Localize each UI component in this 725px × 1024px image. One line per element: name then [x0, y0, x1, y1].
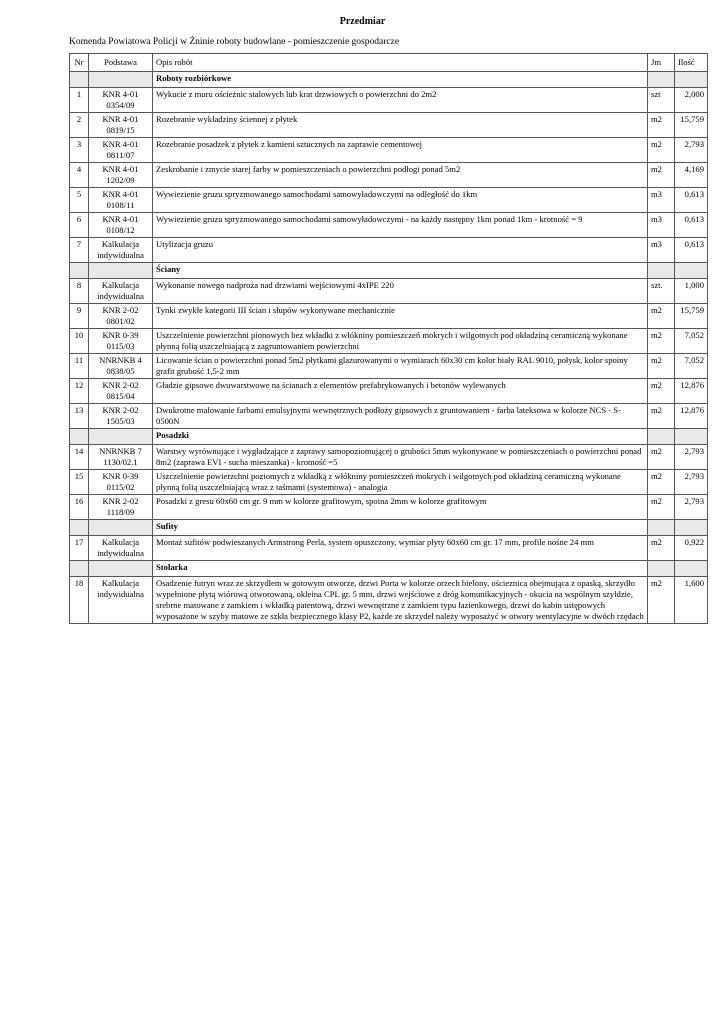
item-unit: m3 — [648, 213, 675, 238]
table-row — [70, 495, 708, 520]
item-description: Uszczelnienie powierzchni pionowych bez wkładki z włókniny pomieszczeń mokrych i wilgotnych pod okładziną ceramiczną wykonane płynną folią uszczelniającą z zagruntowaniem powierzchni — [153, 329, 648, 354]
section-title: Roboty rozbiórkowe — [153, 72, 648, 88]
item-unit: m2 — [648, 163, 675, 188]
item-unit: szt. — [648, 279, 675, 304]
item-quantity: 1,600 — [675, 577, 708, 624]
document-subtitle: Komenda Powiatowa Policji w Żninie roboty budowlane - pomieszczenie gospodarcze — [69, 37, 400, 47]
item-number: 15 — [70, 470, 89, 495]
item-unit: m2 — [648, 354, 675, 379]
item-number: 18 — [70, 577, 89, 624]
item-quantity: 2,793 — [675, 470, 708, 495]
item-quantity: 2,793 — [675, 138, 708, 163]
item-number: 7 — [70, 238, 89, 263]
item-basis-position: 0819/15 — [106, 125, 135, 135]
table-row — [70, 213, 708, 238]
item-quantity: 15,759 — [675, 304, 708, 329]
section-blank-cell — [89, 520, 153, 536]
table-header-row — [70, 54, 708, 72]
section-title: Posadzki — [153, 429, 648, 445]
item-basis-catalog: KNR 2-02 — [102, 305, 139, 315]
item-basis-catalog: Kalkulacja — [101, 578, 140, 588]
item-description: Warstwy wyrównujące i wygładzające z zaprawy samopoziomującej o grubości 5mm wykonywane w pomieszczeniach o powierzchni ponad 8m2 (zaprawa EVI - sucha mieszanka) - krotność =5 — [153, 445, 648, 470]
item-description: Zeskrobanie i zmycie starej farby w pomieszczeniach o powierzchni podłogi ponad 5m2 — [153, 163, 648, 188]
header-jm: Jm — [648, 54, 675, 72]
section-blank-cell — [675, 520, 708, 536]
item-description: Rozebranie wykładziny ściennej z płytek — [153, 113, 648, 138]
header-opis: Opis robót — [153, 54, 648, 72]
item-unit: m3 — [648, 188, 675, 213]
item-quantity: 0,613 — [675, 213, 708, 238]
item-quantity: 2,793 — [675, 495, 708, 520]
item-basis-catalog: Kalkulacja — [101, 280, 140, 290]
section-blank-cell — [675, 263, 708, 279]
item-basis — [89, 238, 153, 263]
item-description: Posadzki z gresu 60x60 cm gr. 9 mm w kolorze grafitowym, spoina 2mm w kolorze grafitowym — [153, 495, 648, 520]
item-quantity: 12,876 — [675, 379, 708, 404]
header-podstawa: Podstawa — [89, 54, 153, 72]
item-basis-position: 0815/04 — [106, 391, 135, 401]
section-blank-cell — [70, 72, 89, 88]
item-number: 3 — [70, 138, 89, 163]
item-basis — [89, 329, 153, 354]
section-blank-cell — [675, 429, 708, 445]
item-description: Utylizacja gruzu — [153, 238, 648, 263]
item-quantity: 0,613 — [675, 238, 708, 263]
header-nr: Nr — [70, 54, 89, 72]
section-blank-cell — [89, 263, 153, 279]
item-number: 2 — [70, 113, 89, 138]
item-unit: m2 — [648, 577, 675, 624]
item-basis — [89, 404, 153, 429]
item-basis — [89, 354, 153, 379]
section-blank-cell — [675, 72, 708, 88]
item-basis-position: 0801/02 — [106, 316, 135, 326]
section-title: Ściany — [153, 263, 648, 279]
item-number: 4 — [70, 163, 89, 188]
table-row — [70, 279, 708, 304]
section-blank-cell — [70, 520, 89, 536]
item-basis — [89, 445, 153, 470]
item-unit: m2 — [648, 113, 675, 138]
item-basis-catalog: KNR 4-01 — [102, 214, 139, 224]
section-blank-cell — [648, 72, 675, 88]
table-row — [70, 238, 708, 263]
item-unit: m2 — [648, 470, 675, 495]
item-quantity: 12,876 — [675, 404, 708, 429]
item-description: Wykucie z muru ościeżnic stalowych lub krat drzwiowych o powierzchni do 2m2 — [153, 88, 648, 113]
item-quantity: 7,052 — [675, 329, 708, 354]
item-basis-position: 0115/03 — [106, 341, 135, 351]
section-blank-cell — [648, 520, 675, 536]
section-blank-cell — [70, 429, 89, 445]
item-basis — [89, 188, 153, 213]
table-row — [70, 470, 708, 495]
item-basis — [89, 470, 153, 495]
item-number: 14 — [70, 445, 89, 470]
item-basis-position: indywidualna — [97, 589, 144, 599]
item-quantity: 7,052 — [675, 354, 708, 379]
item-description: Rozebranie posadzek z płytek z kamieni sztucznych na zaprawie cementowej — [153, 138, 648, 163]
item-quantity: 2,793 — [675, 445, 708, 470]
item-basis — [89, 113, 153, 138]
table-row — [70, 113, 708, 138]
section-header-row — [70, 520, 708, 536]
item-description: Wywiezienie gruzu spryzmowanego samochodami samowyładowczymi na odległość do 1km — [153, 188, 648, 213]
item-description: Uszczelnienie powierzchni poziomych z wkładką z włókniny pomieszczeń mokrych i wilgotnych pod okładziną ceramiczną wykonane płynną folią uszczelniającą wraz z taśmami (systemowa) - analogia — [153, 470, 648, 495]
item-basis-position: 0108/12 — [106, 225, 135, 235]
item-unit: m2 — [648, 495, 675, 520]
section-header-row — [70, 561, 708, 577]
section-blank-cell — [89, 429, 153, 445]
item-basis — [89, 213, 153, 238]
item-number: 6 — [70, 213, 89, 238]
item-basis-position: 0354/09 — [106, 100, 135, 110]
item-basis-position: 0811/07 — [106, 150, 135, 160]
item-basis-catalog: Kalkulacja — [101, 239, 140, 249]
item-basis-catalog: KNR 0-39 — [102, 330, 139, 340]
section-blank-cell — [89, 72, 153, 88]
item-basis-position: indywidualna — [97, 548, 144, 558]
item-basis — [89, 163, 153, 188]
section-blank-cell — [70, 561, 89, 577]
section-header-row — [70, 263, 708, 279]
table-row — [70, 88, 708, 113]
table-body — [70, 72, 708, 624]
header-ilosc: Ilość — [675, 54, 708, 72]
item-basis-position: indywidualna — [97, 291, 144, 301]
bill-of-quantities-table — [69, 53, 708, 624]
table-row — [70, 188, 708, 213]
item-basis — [89, 138, 153, 163]
item-unit: szt — [648, 88, 675, 113]
item-basis-catalog: KNR 4-01 — [102, 189, 139, 199]
item-number: 1 — [70, 88, 89, 113]
item-basis-position: 1130/02.1 — [103, 457, 138, 467]
item-number: 12 — [70, 379, 89, 404]
section-blank-cell — [89, 561, 153, 577]
table-row — [70, 304, 708, 329]
item-description: Licowanie ścian o powierzchni ponad 5m2 płytkami glazurowanymi o wymiarach 60x30 cm kolor biały RAL 9010, połysk, kolor spoiny grafit grubość 1,5-2 mm — [153, 354, 648, 379]
item-basis-catalog: NNRNKB 4 — [99, 355, 142, 365]
item-basis-catalog: KNR 4-01 — [102, 139, 139, 149]
table-row — [70, 329, 708, 354]
item-description: Dwukrotne malowanie farbami emulsyjnymi wewnętrznych podłoży gipsowych z gruntowaniem - farba lateksowa w kolorze NCS - S-0500N — [153, 404, 648, 429]
item-number: 5 — [70, 188, 89, 213]
table-row — [70, 163, 708, 188]
item-number: 17 — [70, 536, 89, 561]
item-description: Tynki zwykłe kategorii III ścian i słupów wykonywane mechanicznie — [153, 304, 648, 329]
item-basis-position: 1202/09 — [106, 175, 135, 185]
item-unit: m3 — [648, 238, 675, 263]
section-title: Sufity — [153, 520, 648, 536]
item-basis-catalog: KNR 4-01 — [102, 164, 139, 174]
item-quantity: 0,613 — [675, 188, 708, 213]
item-number: 9 — [70, 304, 89, 329]
section-blank-cell — [70, 263, 89, 279]
item-description: Montaż sufitów podwieszanych Armstrong Perla, system opuszczony, wymiar płyty 60x60 cm gr. 17 mm, profile nośne 24 mm — [153, 536, 648, 561]
item-basis-catalog: KNR 2-02 — [102, 380, 139, 390]
item-basis-position: 1505/03 — [106, 416, 135, 426]
item-unit: m2 — [648, 536, 675, 561]
item-basis — [89, 279, 153, 304]
table-row — [70, 577, 708, 624]
section-blank-cell — [648, 561, 675, 577]
item-number: 16 — [70, 495, 89, 520]
section-header-row — [70, 72, 708, 88]
item-basis-catalog: KNR 4-01 — [102, 89, 139, 99]
item-number: 8 — [70, 279, 89, 304]
item-basis-catalog: KNR 0-39 — [102, 471, 139, 481]
item-basis-catalog: KNR 2-02 — [102, 496, 139, 506]
item-basis-position: 0838/05 — [106, 366, 135, 376]
item-basis-catalog: KNR 2-02 — [102, 405, 139, 415]
item-basis-position: 0108/11 — [106, 200, 135, 210]
table-row — [70, 138, 708, 163]
page-title: Przedmiar — [339, 16, 386, 27]
item-unit: m2 — [648, 138, 675, 163]
item-number: 13 — [70, 404, 89, 429]
table-row — [70, 379, 708, 404]
item-unit: m2 — [648, 404, 675, 429]
item-basis-catalog: NNRNKB 7 — [99, 446, 142, 456]
item-basis — [89, 304, 153, 329]
item-description: Gładzie gipsowe dwuwarstwowe na ścianach z elementów prefabrykowanych i betonów wylewanych — [153, 379, 648, 404]
section-header-row — [70, 429, 708, 445]
item-description: Wywiezienie gruzu spryzmowanego samochodami samowyładowczymi - na każdy następny 1km ponad 1km - krotność = 9 — [153, 213, 648, 238]
item-unit: m2 — [648, 379, 675, 404]
item-unit: m2 — [648, 304, 675, 329]
item-number: 10 — [70, 329, 89, 354]
item-quantity: 1,000 — [675, 279, 708, 304]
item-basis — [89, 495, 153, 520]
item-basis-position: indywidualna — [97, 250, 144, 260]
section-title: Stolarka — [153, 561, 648, 577]
item-basis — [89, 379, 153, 404]
section-blank-cell — [648, 429, 675, 445]
item-quantity: 15,759 — [675, 113, 708, 138]
section-blank-cell — [648, 263, 675, 279]
item-basis — [89, 577, 153, 624]
item-basis-catalog: KNR 4-01 — [102, 114, 139, 124]
item-basis — [89, 536, 153, 561]
item-number: 11 — [70, 354, 89, 379]
item-description: Osadzenie futryn wraz ze skrzydłem w gotowym otworze, drzwi Porta w kolorze orzech bielony, ościeznica obejmująca z opaską, skrzydło wypełnione płytą wiórową otworowaną, okleina CPL gr. 5 mm, drzwi wejściowe z dróg komunikacyjnych - okucia na wspólnym szyldzie, srebrne matowane z zamkiem i wkładką patentową, drzwi wewnętrzne z zamkiem typu łazienkowego, drzwi do kabin ustępowych wyposażone w szyby matowe ze szkła bezpiecznego klasy P2, każde ze skrzydeł należy wyposażyć w otwory wentylacyjne w dwóch rzędach — [153, 577, 648, 624]
table-row — [70, 536, 708, 561]
item-quantity: 0,922 — [675, 536, 708, 561]
item-unit: m2 — [648, 445, 675, 470]
item-description: Wykonanie nowego nadproża nad drzwiami wejściowymi 4xIPE 220 — [153, 279, 648, 304]
item-unit: m2 — [648, 329, 675, 354]
item-basis-position: 0115/02 — [106, 482, 135, 492]
item-basis-position: 1118/09 — [106, 507, 135, 517]
item-quantity: 2,000 — [675, 88, 708, 113]
item-quantity: 4,169 — [675, 163, 708, 188]
section-blank-cell — [675, 561, 708, 577]
item-basis — [89, 88, 153, 113]
table-row — [70, 445, 708, 470]
item-basis-catalog: Kalkulacja — [101, 537, 140, 547]
table-row — [70, 404, 708, 429]
table-row — [70, 354, 708, 379]
